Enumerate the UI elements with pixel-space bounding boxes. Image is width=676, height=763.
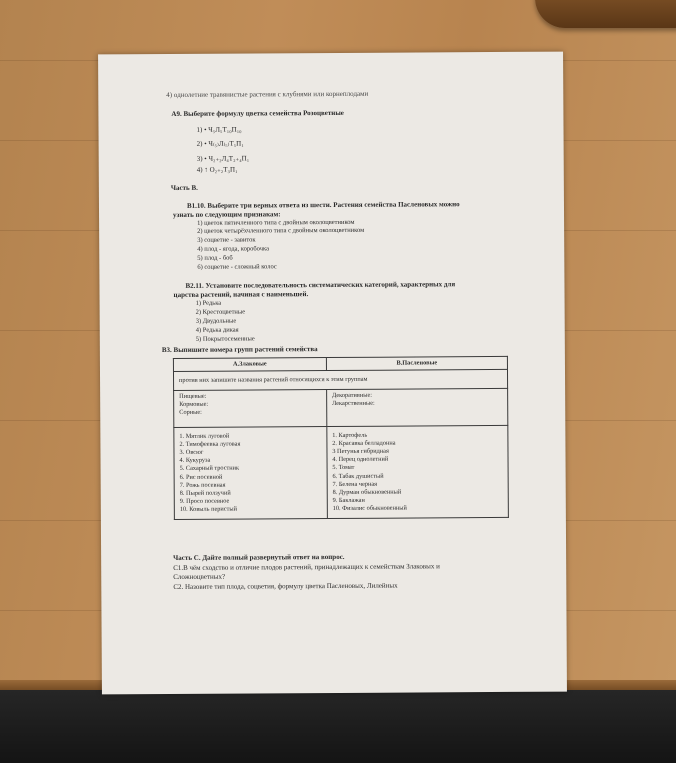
plant-a-item: 9. Просо посевное [179,497,230,506]
part-c-heading: Часть С. Дайте полный развернутый ответ на вопрос. [173,552,345,562]
plant-b-item: 8. Дурман обыкновенный [332,488,402,496]
b3-answer-table [173,356,509,520]
group-a-label: Сорные: [179,408,202,416]
a9-option-4: 4) ↑ О₂₊₂Т₃П₁ [196,165,238,174]
b2-question-title: В2.11. Установите последовательность систематических категорий, характерных для [185,280,456,290]
a9-option-3: 3) • Ч₂₊₂Л₄Т₂₊₄П₁ [196,154,250,163]
b1-question-title: В1.10. Выберите три верных ответа из шести. Растения семейства Пасленовых можно [186,200,460,210]
b3-col-a-header: А.Злаковые [173,358,326,372]
b1-option-4: 4) плод - ягода, коробочка [197,245,269,253]
c1-question: С1.В чём сходство и отличие плодов растений, принадлежащих к семействам Злаковых и [173,562,440,572]
wooden-bowl [535,0,676,28]
c1-question-cont: Сложноцветных? [173,572,226,581]
c2-question: С2. Назовите тип плода, соцветия, формулу цветка Пасленовых, Лилейных [173,581,398,591]
plant-b-item: 4. Перец однолетний [332,455,389,464]
b3-plants-b [327,425,509,519]
plant-b-item: 10. Физалис обыкновенный [332,504,407,513]
b3-col-b-header: В.Пасленовые [326,356,507,370]
b1-option-5: 5) плод - боб [197,254,233,262]
b3-instruction: против них запишите названия растений относящихся к этим группам [173,369,507,390]
plant-a-item: 7. Рожь посевная [179,481,226,489]
b1-option-6: 6) соцветие - сложный колос [197,263,277,271]
b3-question-title: В3. Выпишите номера групп растений семейства [161,345,318,355]
b3-plants-a [174,426,327,520]
plant-a-item: 4. Кукуруза [179,456,211,465]
plant-b-item: 1. Картофель [332,431,368,439]
b2-question-title-cont: царства растений, начиная с наименьшей. [173,290,309,299]
group-b-label: Лекарственные: [331,399,375,407]
b1-option-1: 1) цветок пятичленного типа с двойным околоцветником [197,218,355,227]
plant-a-item: 8. Пырей ползучий [179,489,231,497]
plant-a-item: 6. Рис посевной [179,473,223,481]
test-paper-sheet [98,52,567,695]
plant-b-item: 5. Томат [332,464,355,472]
group-b-label: Декоративные: [331,391,373,399]
b3-groups-b [326,388,507,426]
a9-option-1: 1) • Ч₅Л₅Т₁₀П₁₀ [196,125,242,134]
b1-option-3: 3) соцветие - завиток [197,236,256,244]
plant-a-item: 1. Мятлик луговой [179,432,230,440]
plant-a-item: 3. Овсюг [179,448,204,456]
plant-a-item: 2. Тимофеевка луговая [179,440,241,448]
b2-option-5: 5) Покрытосеменные [195,335,255,343]
plant-a-item: 5. Сахарный тростник [179,464,240,473]
a9-option-2: 2) • Ч₍₅₎Л₍₅₎Т₅П₁ [196,139,244,148]
a9-question-title: А9. Выберите формулу цветка семейства Розоцветные [171,108,344,118]
floor-shadow [0,690,676,763]
plant-b-item: 3 Петунья гибридная [332,447,389,456]
b1-question-title-cont: узнать по следующим признакам: [173,210,281,219]
a8-option-4: 4) однолетние травянистые растения с клубнями или корнеплодами [166,89,369,100]
b2-option-3: 3) Двудольные [195,317,237,325]
plant-b-item: 9. Баклажан [332,496,365,505]
plant-b-item: 2. Красавка белладонна [332,439,396,447]
plant-b-item: 6. Табак душистый [332,472,384,480]
b2-option-4: 4) Редька дикая [195,326,239,334]
plant-b-item: 7. Белена черная [332,480,378,488]
part-b-heading: Часть В. [170,183,198,192]
b1-option-2: 2) цветок четырёхчленного типа с двойным околоцветником [197,226,365,235]
group-a-label: Кормовые: [179,400,209,408]
group-a-label: Пищевые: [179,392,207,400]
b3-groups-a [174,389,327,427]
b2-option-2: 2) Крестоцветные [195,308,246,316]
plant-a-item: 10. Ковыль перистый [179,505,237,514]
b2-option-1: 1) Редька [195,299,222,307]
